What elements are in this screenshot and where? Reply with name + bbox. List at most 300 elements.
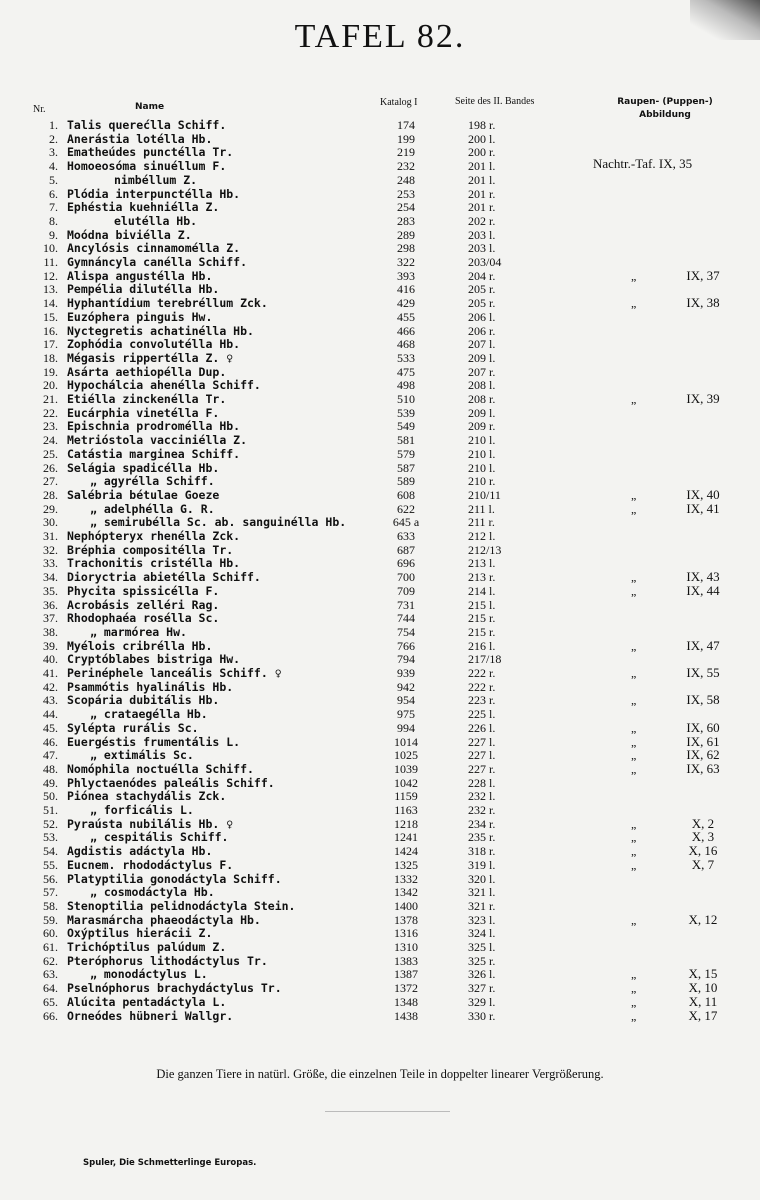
species-name: Zophódia convolutélla Hb. bbox=[67, 337, 241, 352]
row-number: 25. bbox=[43, 446, 58, 461]
table-row bbox=[0, 543, 760, 557]
page-reference: 234 r. bbox=[468, 816, 496, 831]
katalog-number: 766 bbox=[397, 638, 415, 653]
katalog-number: 416 bbox=[397, 282, 415, 297]
katalog-number: 1025 bbox=[394, 748, 418, 763]
larva-figure-ref: IX, 39 bbox=[686, 391, 720, 406]
page-reference: 215 r. bbox=[468, 624, 496, 639]
species-name: Psammótis hyalinális Hb. bbox=[67, 679, 234, 694]
ditto-mark: „ bbox=[631, 816, 637, 831]
table-row bbox=[0, 789, 760, 803]
katalog-number: 1316 bbox=[394, 926, 418, 941]
divider bbox=[325, 1111, 450, 1112]
species-name: „ adelphélla G. R. bbox=[90, 501, 215, 516]
table-row bbox=[0, 145, 760, 159]
row-number: 5. bbox=[49, 172, 58, 187]
page-reference: 213 l. bbox=[468, 556, 496, 571]
katalog-number: 468 bbox=[397, 337, 415, 352]
katalog-number: 1332 bbox=[394, 871, 418, 886]
species-name: „ cespitális Schiff. bbox=[90, 830, 229, 845]
row-number: 52. bbox=[43, 816, 58, 831]
larva-figure-ref: X, 2 bbox=[691, 815, 715, 831]
table-row bbox=[0, 461, 760, 475]
larva-figure-ref: IX, 60 bbox=[686, 719, 720, 735]
row-number: 26. bbox=[43, 460, 58, 475]
katalog-number: 1438 bbox=[394, 1008, 418, 1023]
species-name: „ extimális Sc. bbox=[90, 748, 194, 763]
row-number: 44. bbox=[43, 707, 58, 722]
row-number: 9. bbox=[49, 227, 58, 242]
table-row bbox=[0, 351, 760, 365]
ditto-mark: „ bbox=[631, 981, 637, 996]
page-reference: 198 r. bbox=[468, 118, 496, 132]
row-number: 40. bbox=[43, 652, 58, 667]
page-reference: 210/11 bbox=[468, 487, 501, 502]
page-reference: 232 l. bbox=[468, 789, 496, 804]
row-number: 11. bbox=[43, 255, 58, 269]
larva-figure-ref: X, 10 bbox=[688, 980, 718, 996]
katalog-number: 253 bbox=[397, 186, 415, 201]
table-row bbox=[0, 885, 760, 899]
species-name: Dioryctria abietélla Schiff. bbox=[67, 570, 261, 585]
katalog-number: 994 bbox=[397, 720, 415, 735]
table-row bbox=[0, 378, 760, 392]
species-name: Agdistis adáctyla Hb. bbox=[67, 844, 213, 859]
katalog-number: 1310 bbox=[394, 940, 418, 954]
header-raupen: Raupen- (Puppen-) Abbildung bbox=[617, 97, 713, 120]
ditto-mark: „ bbox=[631, 994, 637, 1009]
row-number: 28. bbox=[43, 487, 58, 502]
row-number: 8. bbox=[49, 213, 58, 228]
page-reference: 209 l. bbox=[468, 350, 496, 365]
katalog-number: 1218 bbox=[394, 816, 418, 831]
table-row bbox=[0, 913, 760, 927]
row-number: 13. bbox=[43, 282, 58, 297]
species-name: „ marmórea Hw. bbox=[90, 624, 187, 639]
page-reference: 326 l. bbox=[468, 967, 496, 982]
katalog-number: 1014 bbox=[394, 734, 418, 749]
ditto-mark: „ bbox=[631, 501, 637, 516]
katalog-number: 174 bbox=[397, 118, 415, 132]
page-reference: 211 r. bbox=[468, 515, 495, 530]
row-number: 38. bbox=[43, 624, 58, 639]
page-reference: 217/18 bbox=[468, 652, 502, 667]
ditto-mark: „ bbox=[631, 912, 637, 927]
table-row bbox=[0, 967, 760, 981]
species-name: Metrióstola vacciniélla Z. bbox=[67, 433, 248, 448]
row-number: 60. bbox=[43, 926, 58, 941]
table-row bbox=[0, 433, 760, 447]
ditto-mark: „ bbox=[631, 638, 637, 653]
table-row bbox=[0, 255, 760, 269]
page-reference: 325 r. bbox=[468, 953, 496, 968]
katalog-number: 608 bbox=[397, 487, 415, 502]
row-number: 14. bbox=[43, 296, 58, 311]
species-name: „ agyrélla Schiff. bbox=[90, 474, 215, 489]
table-row bbox=[0, 830, 760, 844]
larva-figure-ref: IX, 43 bbox=[686, 569, 720, 585]
page-reference: 235 r. bbox=[468, 830, 496, 845]
table-row bbox=[0, 228, 760, 242]
species-name: Orneódes hübneri Wallgr. bbox=[67, 1008, 234, 1023]
species-name: Trichóptilus palúdum Z. bbox=[67, 940, 227, 954]
row-number: 3. bbox=[49, 145, 58, 160]
katalog-number: 1159 bbox=[394, 789, 418, 804]
page-reference: 202 r. bbox=[468, 213, 496, 228]
table-row bbox=[0, 570, 760, 584]
larva-figure-ref: IX, 47 bbox=[686, 637, 720, 653]
page-reference: 323 l. bbox=[468, 912, 496, 927]
row-number: 65. bbox=[43, 994, 58, 1009]
page-reference: 201 l. bbox=[468, 159, 496, 174]
row-number: 20. bbox=[43, 378, 58, 393]
ditto-mark: „ bbox=[631, 666, 637, 680]
table-row bbox=[0, 858, 760, 872]
table-row bbox=[0, 337, 760, 351]
katalog-number: 393 bbox=[397, 268, 415, 283]
row-number: 34. bbox=[43, 570, 58, 585]
table-row bbox=[0, 241, 760, 255]
row-number: 51. bbox=[43, 803, 58, 817]
row-number: 1. bbox=[49, 118, 58, 132]
katalog-number: 942 bbox=[397, 679, 415, 694]
row-number: 50. bbox=[43, 789, 58, 804]
species-name: „ monodáctylus L. bbox=[90, 967, 208, 982]
page-reference: 212 l. bbox=[468, 529, 496, 543]
page-reference: 319 l. bbox=[468, 857, 496, 872]
page-reference: 327 r. bbox=[468, 981, 496, 996]
species-name: elutélla Hb. bbox=[114, 213, 198, 228]
page-reference: 227 l. bbox=[468, 734, 496, 749]
header-seite: Seite des II. Bandes bbox=[455, 96, 535, 107]
species-name: Plódia interpunctélla Hb. bbox=[67, 186, 241, 201]
species-name: Epischnia prodromélla Hb. bbox=[67, 419, 241, 434]
ditto-mark: „ bbox=[631, 967, 637, 982]
page-reference: 227 r. bbox=[468, 761, 496, 776]
row-number: 10. bbox=[43, 241, 58, 256]
table-row bbox=[0, 447, 760, 461]
table-row bbox=[0, 200, 760, 214]
page-reference: 318 r. bbox=[468, 844, 496, 859]
table-row bbox=[0, 803, 760, 817]
table-row bbox=[0, 954, 760, 968]
ditto-mark: „ bbox=[631, 720, 637, 735]
page-reference: 200 r. bbox=[468, 145, 496, 160]
table-row bbox=[0, 173, 760, 187]
species-name: Asárta aethiopélla Dup. bbox=[67, 364, 227, 379]
species-name: Myélois cribrélla Hb. bbox=[67, 638, 213, 653]
page-reference: 204 r. bbox=[468, 268, 496, 283]
row-number: 30. bbox=[43, 515, 58, 530]
table-row bbox=[0, 776, 760, 790]
katalog-number: 498 bbox=[397, 378, 415, 393]
table-row bbox=[0, 406, 760, 420]
larva-figure-ref: X, 7 bbox=[691, 856, 715, 872]
katalog-number: 633 bbox=[397, 529, 415, 543]
ditto-mark: „ bbox=[631, 748, 637, 763]
species-name: Phlyctaenódes paleális Schiff. bbox=[67, 775, 275, 790]
species-name: Platyptilia gonodáctyla Schiff. bbox=[67, 871, 282, 886]
page-reference: 200 l. bbox=[468, 131, 496, 146]
table-row bbox=[0, 474, 760, 488]
row-number: 37. bbox=[43, 611, 58, 626]
katalog-number: 696 bbox=[397, 556, 415, 571]
larva-figure-ref: X, 17 bbox=[688, 1007, 718, 1023]
katalog-number: 248 bbox=[397, 172, 415, 187]
page-reference: 227 l. bbox=[468, 748, 496, 763]
footer-credit: Spuler, Die Schmetterlinge Europas. bbox=[83, 1158, 257, 1168]
larva-figure-ref: X, 3 bbox=[691, 829, 715, 845]
katalog-number: 1383 bbox=[394, 953, 418, 968]
table-row bbox=[0, 214, 760, 228]
species-name: Rhodophaéa rosélla Sc. bbox=[67, 611, 220, 626]
row-number: 61. bbox=[43, 940, 58, 954]
larva-figure-ref: IX, 38 bbox=[686, 295, 720, 311]
table-row bbox=[0, 584, 760, 598]
katalog-number: 510 bbox=[397, 392, 415, 406]
katalog-number: 939 bbox=[397, 666, 415, 680]
species-name: Euergéstis frumentális L. bbox=[67, 734, 241, 749]
species-name: Pteróphorus lithodáctylus Tr. bbox=[67, 953, 268, 968]
larva-figure-ref: IX, 62 bbox=[686, 747, 720, 763]
table-row bbox=[0, 652, 760, 666]
species-name: Homoeosóma sinuéllum F. bbox=[67, 159, 227, 174]
row-number: 16. bbox=[43, 323, 58, 338]
species-name: Cryptóblabes bistriga Hw. bbox=[67, 652, 241, 667]
katalog-number: 429 bbox=[397, 296, 415, 311]
table-row bbox=[0, 707, 760, 721]
row-number: 4. bbox=[49, 159, 58, 174]
page-reference: 321 r. bbox=[468, 898, 496, 913]
table-row bbox=[0, 639, 760, 653]
larva-figure-ref: IX, 61 bbox=[686, 733, 720, 749]
table-row bbox=[0, 488, 760, 502]
species-name: Perinéphele lanceális Schiff. ♀ bbox=[67, 666, 282, 680]
larva-figure-ref: X, 11 bbox=[688, 993, 718, 1009]
row-number: 46. bbox=[43, 734, 58, 749]
species-name: Gymnáncyla canélla Schiff. bbox=[67, 255, 248, 269]
page-reference: 210 l. bbox=[468, 446, 496, 461]
table-row bbox=[0, 721, 760, 735]
katalog-number: 298 bbox=[397, 241, 415, 256]
page-reference: 210 l. bbox=[468, 460, 496, 475]
larva-figure-ref: IX, 40 bbox=[686, 486, 720, 502]
row-number: 23. bbox=[43, 419, 58, 434]
species-name: Bréphia compositélla Tr. bbox=[67, 542, 234, 557]
caption: Die ganzen Tiere in natürl. Größe, die einzelnen Teile in doppelter linearer Vergrößerung. bbox=[156, 1067, 604, 1081]
row-number: 47. bbox=[43, 748, 58, 763]
table-row bbox=[0, 310, 760, 324]
row-number: 62. bbox=[43, 953, 58, 968]
ditto-mark: „ bbox=[631, 392, 637, 406]
page-reference: 205 r. bbox=[468, 296, 496, 311]
katalog-number: 709 bbox=[397, 583, 415, 598]
table-row bbox=[0, 940, 760, 954]
page-reference: 225 l. bbox=[468, 707, 496, 722]
species-name: Euzóphera pinguis Hw. bbox=[67, 309, 213, 324]
katalog-number: 1378 bbox=[394, 912, 418, 927]
katalog-number: 589 bbox=[397, 474, 415, 489]
row-number: 33. bbox=[43, 556, 58, 571]
page-reference: 215 r. bbox=[468, 611, 496, 626]
species-name: Pempélia dilutélla Hb. bbox=[67, 282, 220, 297]
ditto-mark: „ bbox=[631, 268, 637, 283]
species-name: Sylépta rurális Sc. bbox=[67, 720, 199, 735]
row-number: 55. bbox=[43, 857, 58, 872]
katalog-number: 322 bbox=[397, 255, 415, 269]
species-name: Ematheúdes punctélla Tr. bbox=[67, 145, 234, 160]
row-number: 7. bbox=[49, 200, 58, 215]
katalog-number: 1163 bbox=[394, 803, 418, 817]
katalog-number: 622 bbox=[397, 501, 415, 516]
page-reference: 214 l. bbox=[468, 583, 496, 598]
row-number: 63. bbox=[43, 967, 58, 982]
species-name: Nephópteryx rhenélla Zck. bbox=[67, 529, 241, 543]
species-name: Etiélla zinckenélla Tr. bbox=[67, 392, 227, 406]
katalog-number: 1400 bbox=[394, 898, 418, 913]
row-number: 31. bbox=[43, 529, 58, 543]
species-name: Ancylósis cinnamomélla Z. bbox=[67, 241, 241, 256]
page-reference: 210 l. bbox=[468, 433, 496, 448]
ditto-mark: „ bbox=[631, 296, 637, 311]
row-number: 58. bbox=[43, 898, 58, 913]
row-number: 15. bbox=[43, 309, 58, 324]
page-reference: 325 l. bbox=[468, 940, 496, 954]
row-number: 22. bbox=[43, 405, 58, 420]
row-number: 27. bbox=[43, 474, 58, 489]
row-number: 18. bbox=[43, 350, 58, 365]
page-reference: 203/04 bbox=[468, 255, 502, 269]
table-row bbox=[0, 748, 760, 762]
katalog-number: 1042 bbox=[394, 775, 418, 790]
page-reference: 206 l. bbox=[468, 309, 496, 324]
species-name: Hyphantídium terebréllum Zck. bbox=[67, 296, 268, 311]
ditto-mark: „ bbox=[631, 830, 637, 845]
larva-figure-ref: IX, 63 bbox=[686, 760, 720, 776]
table-row bbox=[0, 872, 760, 886]
nachtrag-note: Nachtr.-Taf. IX, 35 bbox=[593, 156, 693, 171]
table-row bbox=[0, 324, 760, 338]
katalog-number: 283 bbox=[397, 213, 415, 228]
species-name: „ crataegélla Hb. bbox=[90, 707, 208, 722]
larva-figure-ref: X, 15 bbox=[688, 966, 718, 982]
row-number: 66. bbox=[43, 1008, 58, 1023]
page-reference: 232 r. bbox=[468, 803, 496, 817]
species-name: Moódna biviélla Z. bbox=[67, 227, 192, 242]
katalog-number: 794 bbox=[397, 652, 415, 667]
katalog-number: 475 bbox=[397, 364, 415, 379]
page-reference: 216 l. bbox=[468, 638, 496, 653]
row-number: 2. bbox=[49, 131, 58, 146]
row-number: 45. bbox=[43, 720, 58, 735]
species-name: Nomóphila noctuélla Schiff. bbox=[67, 761, 254, 776]
row-number: 17. bbox=[43, 337, 58, 352]
row-number: 21. bbox=[43, 392, 58, 406]
table-row bbox=[0, 502, 760, 516]
row-number: 32. bbox=[43, 542, 58, 557]
katalog-number: 1372 bbox=[394, 981, 418, 996]
katalog-number: 1424 bbox=[394, 844, 418, 859]
page-reference: 208 l. bbox=[468, 378, 496, 393]
katalog-number: 579 bbox=[397, 446, 415, 461]
page-reference: 222 r. bbox=[468, 679, 496, 694]
larva-figure-ref: IX, 41 bbox=[686, 500, 720, 516]
table-row bbox=[0, 1009, 760, 1023]
katalog-number: 232 bbox=[397, 159, 415, 174]
katalog-number: 1039 bbox=[394, 761, 418, 776]
page-reference: 208 r. bbox=[468, 392, 496, 406]
larva-figure-ref: X, 12 bbox=[688, 911, 718, 927]
page-reference: 207 l. bbox=[468, 337, 496, 352]
species-name: Selágia spadicélla Hb. bbox=[67, 460, 220, 475]
katalog-number: 455 bbox=[397, 309, 415, 324]
row-number: 43. bbox=[43, 693, 58, 708]
katalog-number: 1342 bbox=[394, 885, 418, 900]
species-name: Marasmárcha phaeodáctyla Hb. bbox=[67, 912, 261, 927]
page-reference: 201 r. bbox=[468, 200, 496, 215]
page-reference: 201 r. bbox=[468, 186, 496, 201]
header-nr: Nr. bbox=[33, 104, 46, 115]
table-row bbox=[0, 981, 760, 995]
page-reference: 203 l. bbox=[468, 241, 496, 256]
ditto-mark: „ bbox=[631, 844, 637, 859]
page-reference: 320 l. bbox=[468, 871, 496, 886]
katalog-number: 1348 bbox=[394, 994, 418, 1009]
table-row bbox=[0, 899, 760, 913]
species-name: Piónea stachydális Zck. bbox=[67, 789, 227, 804]
row-number: 48. bbox=[43, 761, 58, 776]
katalog-number: 645 a bbox=[392, 515, 420, 530]
katalog-number: 199 bbox=[397, 131, 415, 146]
katalog-number: 254 bbox=[397, 200, 415, 215]
katalog-number: 539 bbox=[397, 405, 415, 420]
row-number: 49. bbox=[43, 775, 58, 790]
katalog-number: 581 bbox=[397, 433, 415, 448]
species-name: Alispa angustélla Hb. bbox=[67, 268, 213, 283]
species-name: Mégasis rippertélla Z. ♀ bbox=[67, 350, 234, 365]
larva-figure-ref: IX, 58 bbox=[686, 692, 720, 708]
row-number: 64. bbox=[43, 981, 58, 996]
page-reference: 212/13 bbox=[468, 542, 502, 557]
row-number: 36. bbox=[43, 597, 58, 612]
table-row bbox=[0, 817, 760, 831]
row-number: 53. bbox=[43, 830, 58, 845]
ditto-mark: „ bbox=[631, 570, 637, 585]
row-number: 41. bbox=[43, 666, 58, 680]
row-number: 59. bbox=[43, 912, 58, 927]
table-row bbox=[0, 118, 760, 132]
table-row bbox=[0, 926, 760, 940]
table-row bbox=[0, 995, 760, 1009]
species-name: „ forficális L. bbox=[90, 803, 194, 817]
larva-figure-ref: IX, 55 bbox=[686, 665, 720, 680]
table-row bbox=[0, 666, 760, 680]
page-reference: 330 r. bbox=[468, 1008, 496, 1023]
katalog-number: 466 bbox=[397, 323, 415, 338]
table-row bbox=[0, 187, 760, 201]
table-row bbox=[0, 762, 760, 776]
table-row bbox=[0, 392, 760, 406]
table-row bbox=[0, 419, 760, 433]
ditto-mark: „ bbox=[631, 734, 637, 749]
species-name: Talis querećlla Schiff. bbox=[67, 118, 227, 132]
page-reference: 329 l. bbox=[468, 994, 496, 1009]
katalog-number: 1387 bbox=[394, 967, 418, 982]
species-name: Hypochálcia ahenélla Schiff. bbox=[67, 378, 261, 393]
katalog-number: 954 bbox=[397, 693, 415, 708]
katalog-number: 754 bbox=[397, 624, 415, 639]
table-row bbox=[0, 282, 760, 296]
